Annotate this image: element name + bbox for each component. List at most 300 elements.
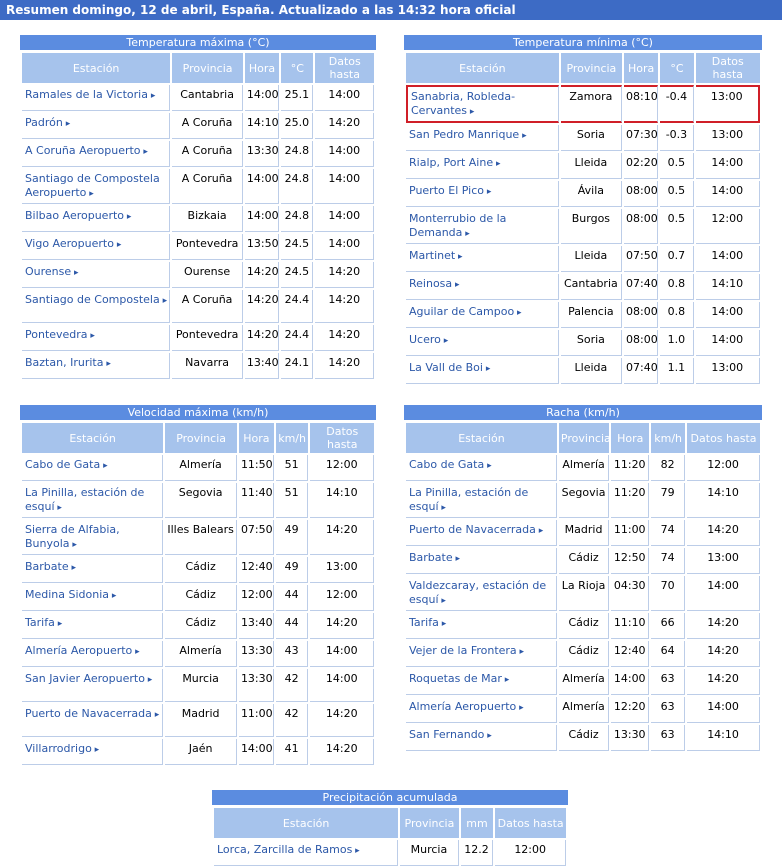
table-cell: 11:00 (611, 520, 649, 546)
table-cell: 11:20 (611, 483, 649, 518)
arrow-right-icon: ▸ (484, 731, 492, 741)
table-cell: 11:00 (239, 704, 274, 737)
station-link[interactable] (406, 576, 557, 611)
tmax-block (20, 35, 376, 381)
table-cell: 08:10 (624, 85, 658, 123)
table-cell: 42 (276, 704, 309, 737)
tmin-title: Temperatura mínima (°C) (404, 35, 762, 50)
table-cell: 14:00 (696, 330, 760, 356)
station-link[interactable] (22, 483, 163, 518)
arrow-right-icon: ▸ (535, 526, 544, 536)
station-link[interactable] (22, 455, 163, 481)
table-header-row (22, 423, 374, 453)
station-name[interactable]: Tarifa (25, 616, 55, 629)
table-cell: 12:40 (239, 557, 274, 583)
station-name[interactable]: Villarrodrigo (25, 742, 92, 755)
arrow-right-icon: ▸ (91, 745, 100, 755)
table-row (22, 669, 374, 702)
table-cell: Soria (561, 125, 622, 151)
table-cell: 14:00 (696, 246, 760, 272)
station-name[interactable]: Almería Aeropuerto (409, 700, 517, 713)
column-header: Estación (406, 53, 559, 83)
table-cell: 74 (651, 520, 685, 546)
station-name[interactable]: Valdezcaray, estación de esquí (409, 579, 547, 606)
arrow-right-icon: ▸ (440, 336, 449, 346)
station-link[interactable] (22, 234, 170, 260)
page-header: Resumen domingo, 12 de abril, España. Actualizado a las 14:32 hora oficial (0, 0, 782, 20)
station-name[interactable]: Ucero (409, 333, 441, 346)
racha-table (404, 421, 762, 753)
table-cell: 12.2 (461, 840, 494, 866)
table-cell: 14:00 (245, 85, 279, 111)
arrow-right-icon: ▸ (493, 159, 501, 169)
station-link[interactable] (406, 153, 559, 179)
table-cell: 14:10 (687, 483, 760, 518)
table-cell: 14:20 (310, 520, 374, 555)
table-cell: 13:00 (310, 557, 374, 583)
station-name[interactable]: Barbate (409, 551, 453, 564)
table-row (406, 302, 760, 328)
tmax-title: Temperatura máxima (°C) (20, 35, 376, 50)
table-cell: 14:10 (687, 725, 760, 751)
table-cell: 14:20 (310, 704, 374, 737)
table-cell: 04:30 (611, 576, 649, 611)
table-cell: Palencia (561, 302, 622, 328)
table-cell: Segovia (165, 483, 237, 518)
station-name[interactable]: Sanabria, Robleda-Cervantes (411, 90, 516, 117)
station-link[interactable] (22, 325, 170, 351)
table-cell: 63 (651, 669, 685, 695)
station-link[interactable] (406, 520, 557, 546)
column-header: Datos hasta (696, 53, 760, 83)
station-name[interactable]: Baztan, Irurita (25, 356, 104, 369)
table-cell: 1.0 (660, 330, 693, 356)
arrow-right-icon: ▸ (452, 554, 461, 564)
table-row (22, 262, 374, 288)
column-header: Datos hasta (310, 423, 374, 453)
table-row (22, 206, 374, 232)
table-cell: 1.1 (660, 358, 693, 384)
table-cell: Murcia (165, 669, 237, 702)
table-cell: Pontevedra (172, 234, 243, 260)
precip-table (212, 806, 568, 868)
table-cell: Almería (559, 669, 609, 695)
table-cell: 11:50 (239, 455, 274, 481)
table-row (22, 290, 374, 323)
station-name[interactable]: Cabo de Gata (409, 458, 485, 471)
arrow-right-icon: ▸ (501, 675, 510, 685)
table-cell: 14:00 (315, 85, 374, 111)
table-row (214, 840, 566, 866)
table-cell: 64 (651, 641, 685, 667)
column-header: Estación (406, 423, 557, 453)
table-cell: 24.5 (281, 234, 313, 260)
station-name[interactable]: San Javier Aeropuerto (25, 672, 145, 685)
column-header: Hora (245, 53, 279, 83)
station-name[interactable]: Santiago de Compostela Aeropuerto (25, 172, 160, 199)
table-cell: 14:20 (310, 739, 374, 765)
table-cell: 02:20 (624, 153, 658, 179)
table-row (22, 455, 374, 481)
table-row (406, 330, 760, 356)
column-header: Datos hasta (687, 423, 760, 453)
table-row (406, 697, 760, 723)
table-row (22, 169, 374, 204)
table-row (22, 613, 374, 639)
station-link[interactable] (214, 840, 398, 866)
station-link[interactable] (406, 330, 559, 356)
table-cell: 14:00 (315, 169, 374, 204)
table-header-row (22, 53, 374, 83)
station-link[interactable] (22, 557, 163, 583)
table-cell: 49 (276, 557, 309, 583)
arrow-right-icon: ▸ (124, 212, 132, 222)
station-name[interactable]: Santiago de Compostela (25, 293, 160, 306)
table-cell: 14:20 (310, 613, 374, 639)
table-row (406, 153, 760, 179)
table-cell: Madrid (165, 704, 237, 737)
column-header: Estación (214, 808, 398, 838)
table-cell: 14:00 (239, 739, 274, 765)
table-row (406, 548, 760, 574)
station-name[interactable]: La Pinilla, estación de esquí (25, 486, 145, 513)
station-name[interactable]: Monterrubio de la Demanda (409, 212, 507, 239)
station-link[interactable] (406, 548, 557, 574)
table-cell: 0.7 (660, 246, 693, 272)
arrow-right-icon: ▸ (132, 647, 140, 657)
table-cell: 0.8 (660, 274, 693, 300)
station-name[interactable]: Tarifa (409, 616, 439, 629)
table-row (22, 520, 374, 555)
table-row (406, 181, 760, 207)
table-cell: 13:50 (245, 234, 279, 260)
table-row (406, 85, 760, 123)
table-cell: 07:30 (624, 125, 658, 151)
arrow-right-icon: ▸ (100, 461, 108, 471)
table-cell: 11:40 (239, 483, 274, 518)
station-name[interactable]: A Coruña Aeropuerto (25, 144, 141, 157)
station-link[interactable] (406, 302, 559, 328)
station-link[interactable] (406, 455, 557, 481)
table-row (22, 585, 374, 611)
table-header-row (406, 53, 760, 83)
table-cell: 12:00 (310, 585, 374, 611)
table-cell: 13:00 (696, 358, 760, 384)
table-cell: Illes Balears (165, 520, 237, 555)
table-cell: Almería (559, 697, 609, 723)
table-cell: 14:20 (315, 290, 374, 323)
table-cell: Segovia (559, 483, 609, 518)
station-link[interactable] (22, 739, 163, 765)
table-cell: 14:20 (315, 262, 374, 288)
station-name[interactable]: Medina Sidonia (25, 588, 110, 601)
station-name[interactable]: San Pedro Manrique (409, 128, 520, 141)
arrow-right-icon: ▸ (151, 710, 160, 720)
table-row (406, 455, 760, 481)
table-cell: Cádiz (165, 613, 237, 639)
column-header: Hora (611, 423, 649, 453)
arrow-right-icon: ▸ (438, 503, 446, 513)
station-link[interactable] (22, 641, 163, 667)
station-link[interactable] (406, 358, 559, 384)
table-cell: 13:00 (696, 125, 760, 151)
table-cell: 13:30 (239, 641, 274, 667)
table-cell: Almería (165, 641, 237, 667)
station-name[interactable]: Sierra de Alfabia, Bunyola (25, 523, 120, 550)
table-row (406, 358, 760, 384)
station-name[interactable]: Barbate (25, 560, 69, 573)
table-cell: 12:20 (611, 697, 649, 723)
table-cell: 79 (651, 483, 685, 518)
table-row (406, 483, 760, 518)
station-link[interactable] (22, 585, 163, 611)
table-cell: Cádiz (165, 585, 237, 611)
table-cell: 07:40 (624, 274, 658, 300)
column-header: Hora (624, 53, 658, 83)
table-cell: 0.8 (660, 302, 693, 328)
arrow-right-icon: ▸ (71, 268, 79, 278)
table-cell: Lleida (561, 358, 622, 384)
arrow-right-icon: ▸ (159, 296, 168, 306)
station-link[interactable] (406, 483, 557, 518)
table-cell: 24.1 (281, 353, 313, 379)
station-link[interactable] (406, 209, 559, 244)
table-cell: 14:00 (696, 153, 760, 179)
station-link[interactable] (406, 274, 559, 300)
table-cell: 12:00 (495, 840, 566, 866)
vmax-block (20, 405, 376, 767)
station-link[interactable] (22, 262, 170, 288)
table-cell: 14:20 (245, 325, 279, 351)
table-row (22, 641, 374, 667)
racha-title: Racha (km/h) (404, 405, 762, 420)
table-cell: 13:40 (239, 613, 274, 639)
station-link[interactable] (22, 290, 170, 323)
table-row (406, 576, 760, 611)
table-cell: 41 (276, 739, 309, 765)
table-cell: Lleida (561, 153, 622, 179)
table-cell: 14:00 (310, 669, 374, 702)
table-cell: 25.0 (281, 113, 313, 139)
table-cell: 0.5 (660, 209, 693, 244)
station-link[interactable] (22, 520, 163, 555)
table-cell: -0.3 (660, 125, 693, 151)
station-name[interactable]: Ramales de la Victoria (25, 88, 148, 101)
table-cell: 70 (651, 576, 685, 611)
column-header: mm (461, 808, 494, 838)
arrow-right-icon: ▸ (514, 308, 522, 318)
table-cell: Soria (561, 330, 622, 356)
station-name[interactable]: Almería Aeropuerto (25, 644, 133, 657)
table-cell: Almería (165, 455, 237, 481)
station-link[interactable] (406, 246, 559, 272)
arrow-right-icon: ▸ (87, 331, 95, 341)
table-cell: 07:50 (239, 520, 274, 555)
arrow-right-icon: ▸ (352, 846, 360, 856)
table-cell: 24.8 (281, 206, 313, 232)
station-link[interactable] (22, 704, 163, 737)
table-cell: Ourense (172, 262, 243, 288)
table-cell: 14:00 (310, 641, 374, 667)
table-cell: 07:50 (624, 246, 658, 272)
table-row (22, 739, 374, 765)
column-header: km/h (651, 423, 685, 453)
table-cell: 14:00 (687, 697, 760, 723)
station-name[interactable]: Roquetas de Mar (409, 672, 502, 685)
station-name[interactable]: Padrón (25, 116, 63, 129)
arrow-right-icon: ▸ (484, 461, 492, 471)
table-cell: 14:20 (315, 353, 374, 379)
table-cell: 14:00 (315, 141, 374, 167)
table-cell: 14:00 (245, 206, 279, 232)
station-link[interactable] (406, 641, 557, 667)
table-cell: 14:00 (315, 206, 374, 232)
station-link[interactable] (22, 353, 170, 379)
station-link[interactable] (22, 141, 170, 167)
station-link[interactable] (22, 613, 163, 639)
table-cell: 14:20 (687, 669, 760, 695)
station-link[interactable] (406, 85, 559, 123)
station-name[interactable]: Bilbao Aeropuerto (25, 209, 125, 222)
table-cell: 14:20 (315, 113, 374, 139)
table-cell: 43 (276, 641, 309, 667)
table-row (406, 125, 760, 151)
station-name[interactable]: La Pinilla, estación de esquí (409, 486, 529, 513)
table-cell: Almería (559, 455, 609, 481)
precip-title: Precipitación acumulada (212, 790, 568, 805)
table-cell: Bizkaia (172, 206, 243, 232)
arrow-right-icon: ▸ (438, 619, 447, 629)
table-cell: 74 (651, 548, 685, 574)
station-name[interactable]: Martinet (409, 249, 456, 262)
table-cell: Ávila (561, 181, 622, 207)
table-cell: 14:10 (245, 113, 279, 139)
table-row (22, 704, 374, 737)
table-cell: 14:00 (245, 169, 279, 204)
table-cell: 51 (276, 455, 309, 481)
arrow-right-icon: ▸ (462, 229, 470, 239)
arrow-right-icon: ▸ (144, 675, 153, 685)
station-link[interactable] (22, 669, 163, 702)
table-cell: Jaén (165, 739, 237, 765)
table-cell: Burgos (561, 209, 622, 244)
station-link[interactable] (406, 697, 557, 723)
column-header: Estación (22, 53, 170, 83)
table-cell: 66 (651, 613, 685, 639)
column-header: Hora (239, 423, 274, 453)
station-name[interactable]: Aguilar de Campoo (409, 305, 515, 318)
table-cell: A Coruña (172, 113, 243, 139)
table-cell: Cádiz (559, 725, 609, 751)
arrow-right-icon: ▸ (54, 503, 62, 513)
table-cell: 13:00 (696, 85, 760, 123)
station-name[interactable]: Cabo de Gata (25, 458, 101, 471)
table-cell: A Coruña (172, 141, 243, 167)
tmin-block (404, 35, 762, 386)
station-name[interactable]: San Fernando (409, 728, 485, 741)
table-cell: 14:10 (310, 483, 374, 518)
table-cell: La Rioja (559, 576, 609, 611)
arrow-right-icon: ▸ (516, 703, 524, 713)
arrow-right-icon: ▸ (147, 91, 156, 101)
column-header: °C (281, 53, 313, 83)
table-cell: 24.8 (281, 141, 313, 167)
table-cell: 14:20 (245, 290, 279, 323)
station-name[interactable]: Vigo Aeropuerto (25, 237, 114, 250)
station-name[interactable]: Reinosa (409, 277, 453, 290)
column-header: Estación (22, 423, 163, 453)
table-header-row (406, 423, 760, 453)
arrow-right-icon: ▸ (86, 189, 94, 199)
table-cell: 07:40 (624, 358, 658, 384)
station-name[interactable]: Puerto de Navacerrada (25, 707, 152, 720)
station-link[interactable] (22, 85, 170, 111)
column-header: Provincia (561, 53, 622, 83)
table-cell: 13:30 (611, 725, 649, 751)
table-cell: 63 (651, 725, 685, 751)
arrow-right-icon: ▸ (103, 359, 111, 369)
station-link[interactable] (22, 169, 170, 204)
table-row (22, 85, 374, 111)
station-name[interactable]: Puerto El Pico (409, 184, 484, 197)
station-link[interactable] (406, 125, 559, 151)
table-cell: Lleida (561, 246, 622, 272)
arrow-right-icon: ▸ (482, 364, 491, 374)
station-name[interactable]: Vejer de la Frontera (409, 644, 517, 657)
arrow-right-icon: ▸ (467, 107, 475, 117)
table-row (406, 613, 760, 639)
station-name[interactable]: Lorca, Zarcilla de Ramos (217, 843, 353, 856)
table-row (406, 246, 760, 272)
station-name[interactable]: Ourense (25, 265, 72, 278)
table-cell: 13:40 (245, 353, 279, 379)
station-link[interactable] (22, 206, 170, 232)
table-cell: 08:00 (624, 181, 658, 207)
arrow-right-icon: ▸ (519, 131, 527, 141)
table-cell: A Coruña (172, 290, 243, 323)
station-link[interactable] (406, 669, 557, 695)
vmax-title: Velocidad máxima (km/h) (20, 405, 376, 420)
station-name[interactable]: La Vall de Boi (409, 361, 483, 374)
table-row (22, 113, 374, 139)
arrow-right-icon: ▸ (516, 647, 525, 657)
table-cell: 24.8 (281, 169, 313, 204)
table-row (22, 353, 374, 379)
station-link[interactable] (406, 181, 559, 207)
table-cell: 14:20 (687, 613, 760, 639)
table-cell: 13:00 (687, 548, 760, 574)
table-cell: 14:10 (696, 274, 760, 300)
table-cell: 14:20 (687, 641, 760, 667)
arrow-right-icon: ▸ (452, 280, 460, 290)
table-cell: 12:00 (239, 585, 274, 611)
station-name[interactable]: Rialp, Port Aine (409, 156, 494, 169)
tmin-table (404, 51, 762, 386)
station-name[interactable]: Puerto de Navacerrada (409, 523, 536, 536)
table-cell: 12:00 (687, 455, 760, 481)
table-cell: 44 (276, 613, 309, 639)
table-cell: 08:00 (624, 330, 658, 356)
station-link[interactable] (22, 113, 170, 139)
table-row (22, 325, 374, 351)
table-cell: 11:20 (611, 455, 649, 481)
table-cell: 08:00 (624, 209, 658, 244)
station-link[interactable] (406, 613, 557, 639)
table-cell: Murcia (400, 840, 458, 866)
table-cell: 44 (276, 585, 309, 611)
station-name[interactable]: Pontevedra (25, 328, 88, 341)
station-link[interactable] (406, 725, 557, 751)
